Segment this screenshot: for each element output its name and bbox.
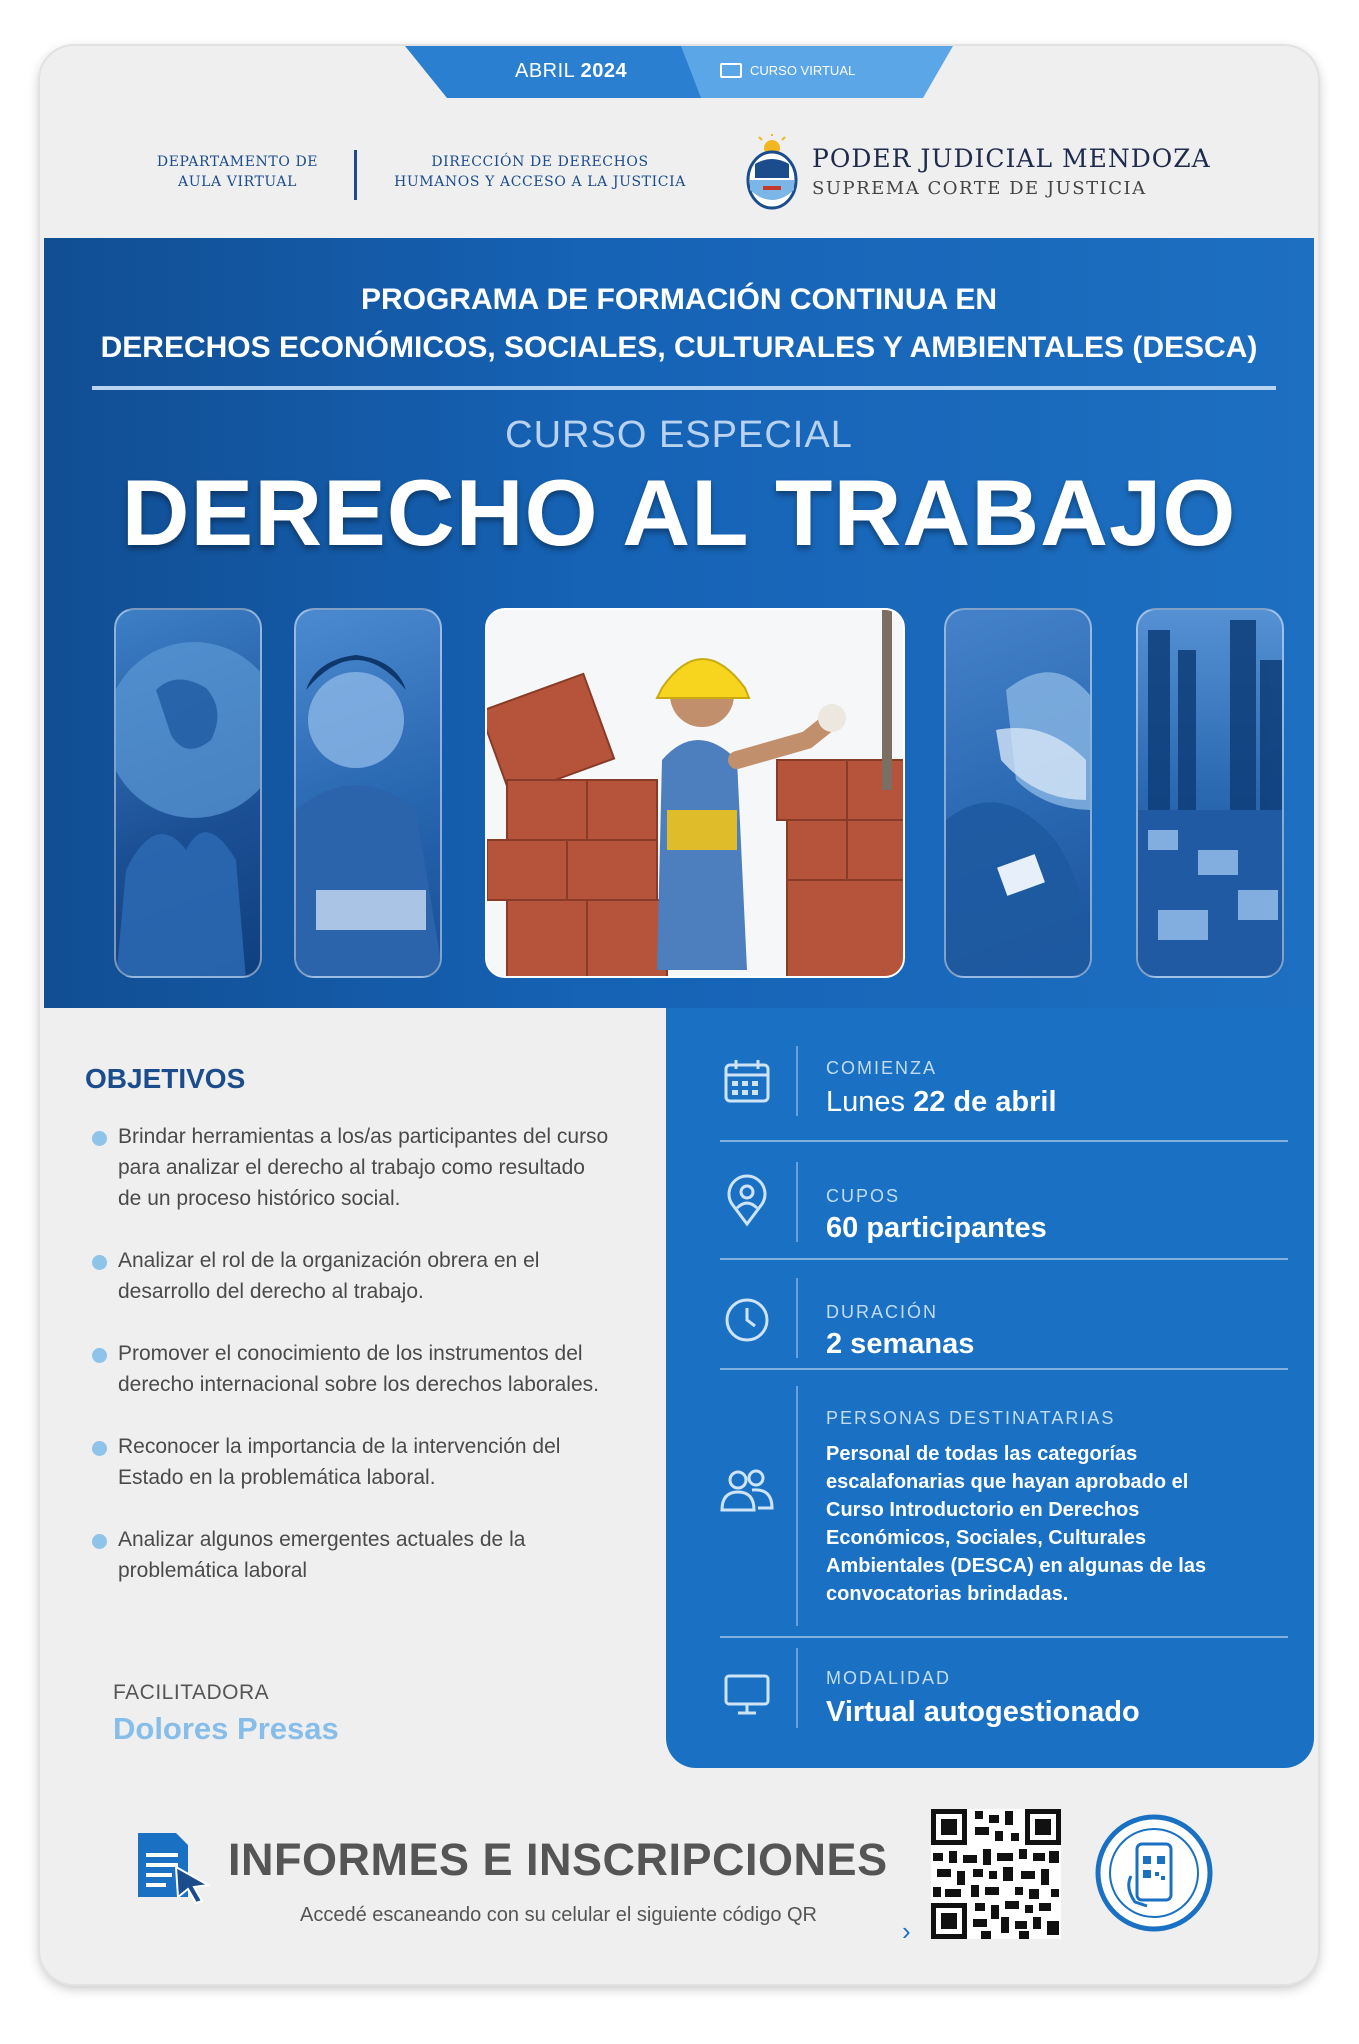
photo-health-worker (944, 608, 1092, 978)
info-divider (720, 1636, 1288, 1638)
objective-text: Analizar el rol de la organización obrera en el desarrollo del derecho al trabajo. (118, 1249, 540, 1303)
course-title: DERECHO AL TRABAJO (121, 460, 1237, 565)
duration-value: 2 semanas (826, 1328, 975, 1360)
bullet-icon (92, 1348, 107, 1363)
objective-text: Analizar algunos emergentes actuales de la problemática laboral (118, 1528, 526, 1582)
photo-globe-hands (114, 608, 262, 978)
objective-item (92, 1121, 612, 1214)
department-name (140, 152, 335, 192)
seats-label: CUPOS (826, 1186, 901, 1206)
coat-of-arms-logo (743, 134, 801, 212)
tab-date (515, 60, 627, 83)
top-tab (405, 46, 953, 98)
qr-code[interactable] (931, 1809, 1061, 1939)
course-info-panel (666, 1008, 1314, 1768)
calendar-icon (720, 1055, 774, 1109)
direction-name (375, 152, 705, 192)
duration-label: DURACIÓN (826, 1302, 939, 1322)
info-divider-vertical (796, 1648, 798, 1728)
organization-title: PODER JUDICIAL MENDOZA (812, 144, 1211, 173)
objectives-list (92, 1121, 692, 1617)
monitor-icon (720, 63, 742, 78)
program-line2: DERECHOS ECONÓMICOS, SOCIALES, CULTURALES Y AMBIENTALES (DESCA) (100, 331, 1258, 364)
monitor-icon (720, 1666, 774, 1720)
organization-subtitle: SUPREMA CORTE DE JUSTICIA (812, 178, 1147, 199)
photo-construction-worker (485, 608, 905, 978)
bullet-icon (92, 1534, 107, 1549)
people-icon (720, 1464, 774, 1518)
objective-text: Reconocer la importancia de la intervención del Estado en la problemática laboral. (118, 1435, 561, 1489)
mode-value: Virtual autogestionado (826, 1696, 1140, 1728)
phone-scan-icon (1095, 1814, 1213, 1932)
location-person-icon (720, 1174, 774, 1228)
start-label: COMIENZA (826, 1058, 938, 1078)
facilitator-label: FACILITADORA (113, 1681, 270, 1704)
audience-value: Personal de todas las categorías escalafonarias que hayan aprobado el Curso Introductorio en Derechos Económicos, Sociales, Culturales Ambientales (DESCA) en algunas de las convocatorias brindadas. (826, 1443, 1207, 1605)
course-kicker: CURSO ESPECIAL (505, 414, 853, 456)
start-day: Lunes (826, 1086, 906, 1118)
objectives-title: OBJETIVOS (85, 1063, 246, 1094)
photo-child-smiling (294, 608, 442, 978)
facilitator-name: Dolores Presas (113, 1711, 339, 1746)
info-divider-vertical (796, 1162, 798, 1242)
tab-year: 2024 (580, 60, 628, 82)
tab-mode: CURSO VIRTUAL (750, 63, 856, 78)
info-divider-vertical (796, 1386, 798, 1626)
bullet-icon (92, 1131, 107, 1146)
direction-line2: HUMANOS Y ACCESO A LA JUSTICIA (394, 174, 686, 190)
tab-virtual (720, 63, 855, 78)
mode-label: MODALIDAD (826, 1668, 952, 1688)
program-title (40, 276, 1318, 372)
info-divider (720, 1258, 1288, 1260)
photo-cityscape (1136, 608, 1284, 978)
info-divider (720, 1140, 1288, 1142)
clock-icon (720, 1292, 774, 1346)
objective-text: Brindar herramientas a los/as participantes del curso para analizar el derecho al trabajo como resultado de un proceso histórico social. (118, 1125, 609, 1210)
audience-label: PERSONAS DESTINATARIAS (826, 1408, 1116, 1428)
info-divider-vertical (796, 1046, 798, 1116)
inscriptions-subtitle: Accedé escaneando con su celular el siguiente código QR (300, 1904, 817, 1926)
start-date: 22 de abril (913, 1086, 1057, 1118)
department-line1: DEPARTAMENTO DE (156, 154, 319, 170)
program-line1: PROGRAMA DE FORMACIÓN CONTINUA EN (360, 283, 998, 316)
inscriptions-title: INFORMES E INSCRIPCIONES (228, 1834, 888, 1885)
seats-value: 60 participantes (826, 1212, 1047, 1244)
direction-line1: DIRECCIÓN DE DERECHOS (431, 154, 649, 170)
objective-text: Promover el conocimiento de los instrumentos del derecho internacional sobre los derechos laborales. (118, 1342, 599, 1396)
department-line2: AULA VIRTUAL (177, 174, 297, 190)
bullet-icon (92, 1441, 107, 1456)
start-value (826, 1086, 1057, 1119)
info-divider (720, 1368, 1288, 1370)
objective-item (92, 1245, 612, 1307)
tab-month: ABRIL (515, 60, 575, 82)
objective-item (92, 1431, 622, 1493)
program-divider (92, 386, 1276, 390)
objective-item (92, 1524, 612, 1586)
document-cursor-icon (132, 1827, 212, 1905)
chevron-right-icon: › (902, 1916, 911, 1946)
info-divider-vertical (796, 1278, 798, 1358)
header-divider (354, 150, 357, 200)
objective-item (92, 1338, 662, 1400)
poster-card (40, 46, 1318, 1984)
bullet-icon (92, 1255, 107, 1270)
